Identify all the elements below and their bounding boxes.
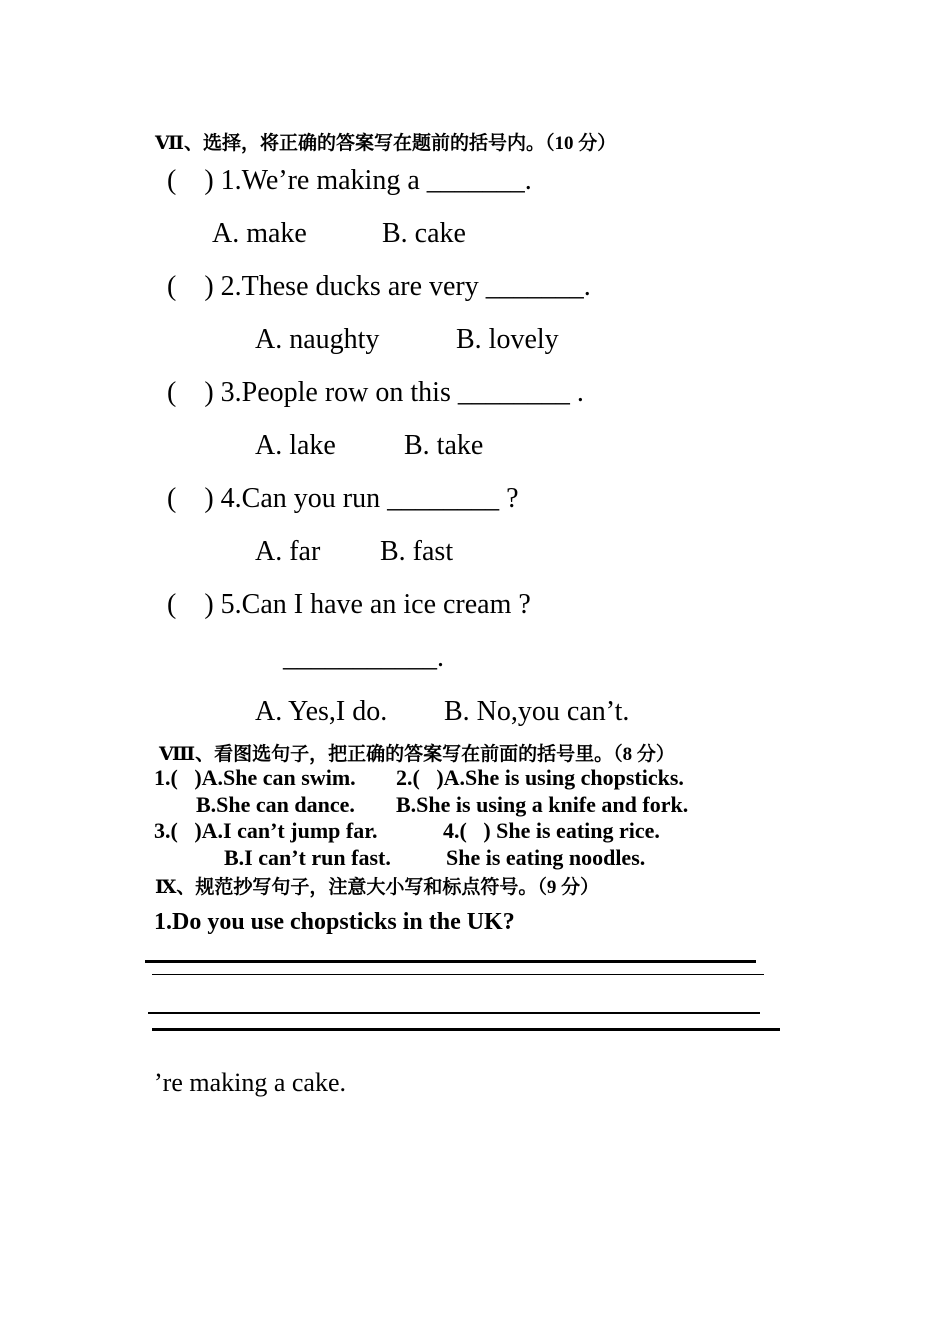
- question-4-option-b: B. fast: [380, 536, 454, 567]
- copy-sentence: 1.Do you use chopsticks in the UK?: [154, 909, 515, 935]
- question-4-option-a: A. far: [255, 536, 321, 567]
- text-fragment: ’re making a cake.: [154, 1068, 347, 1097]
- question-5-option-a: A. Yes,I do.: [255, 696, 388, 727]
- question-5-answer-blank: ___________.: [283, 642, 444, 673]
- picture-question-4-option-b: She is eating noodles.: [446, 845, 646, 870]
- section-9-heading: Ⅸ、规范抄写句子，注意大小写和标点符号。（9 分）: [155, 877, 600, 898]
- picture-question-2-option-a: 2.( )A.She is using chopsticks.: [396, 765, 684, 790]
- question-2-stem: ( ) 2.These ducks are very _______.: [167, 271, 591, 302]
- question-4-stem: ( ) 4.Can you run ________ ?: [167, 483, 519, 514]
- section-7-heading: Ⅶ、选择，将正确的答案写在题前的括号内。（10 分）: [155, 133, 617, 154]
- question-3-option-b: B. take: [404, 430, 484, 461]
- question-1-stem: ( ) 1.We’re making a _______.: [167, 165, 532, 196]
- question-2-option-b: B. lovely: [456, 324, 559, 355]
- question-1-option-b: B. cake: [382, 218, 466, 249]
- question-1-option-a: A. make: [212, 218, 307, 249]
- picture-question-1-option-a: 1.( )A.She can swim.: [154, 765, 356, 790]
- picture-question-3-option-a: 3.( )A.I can’t jump far.: [154, 818, 378, 843]
- picture-question-4-option-a: 4.( ) She is eating rice.: [443, 818, 660, 843]
- question-5-stem: ( ) 5.Can I have an ice cream ?: [167, 589, 531, 620]
- question-3-stem: ( ) 3.People row on this ________ .: [167, 377, 584, 408]
- question-3-option-a: A. lake: [255, 430, 336, 461]
- writing-line: [145, 960, 756, 963]
- writing-line: [152, 1028, 780, 1031]
- picture-question-2-option-b: B.She is using a knife and fork.: [396, 792, 689, 817]
- question-5-option-b: B. No,you can’t.: [444, 696, 630, 727]
- picture-question-3-option-b: B.I can’t run fast.: [224, 845, 391, 870]
- section-8-heading: Ⅷ、看图选句子，把正确的答案写在前面的括号里。（8 分）: [159, 744, 675, 765]
- writing-line: [148, 1012, 760, 1014]
- question-2-option-a: A. naughty: [255, 324, 380, 355]
- picture-question-1-option-b: B.She can dance.: [196, 792, 355, 817]
- writing-line: [152, 974, 764, 975]
